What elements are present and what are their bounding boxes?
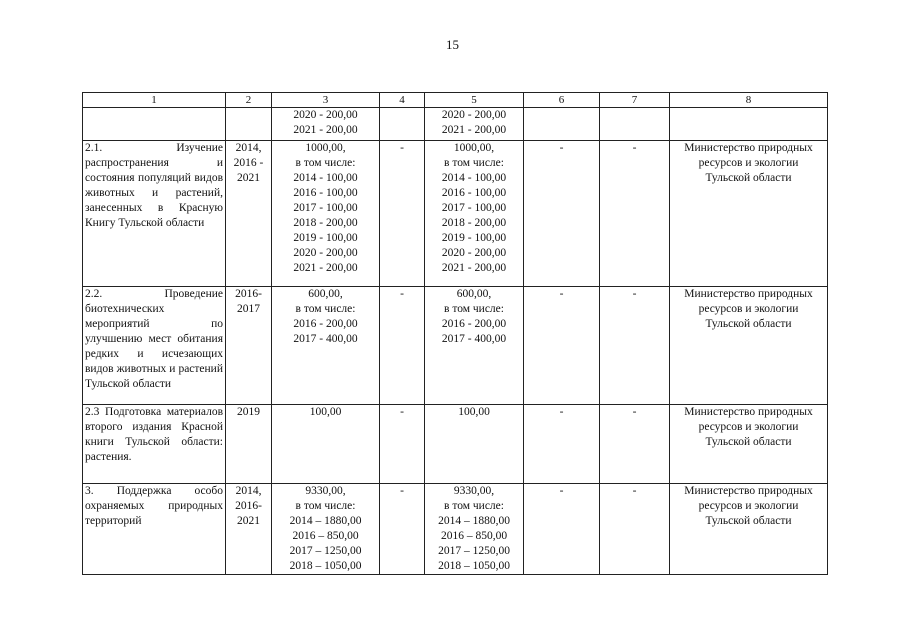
cell-line: Тульской области (705, 172, 792, 184)
cell-line: Министерство природных (684, 142, 813, 154)
cell-line: 2014 – 1880,00 (438, 515, 510, 527)
executor-cell (670, 108, 828, 141)
cell-line: ресурсов и экологии (698, 157, 799, 169)
cell-line: в том числе: (444, 500, 504, 512)
cell-line: 2016 - 100,00 (293, 187, 358, 199)
cell-line: 2014, (235, 142, 262, 154)
cell-line: 2016 - 200,00 (441, 318, 507, 330)
cell-line: 2021 - 200,00 (293, 124, 358, 136)
cell-line: 9330,00, (453, 485, 495, 497)
cell-line: Тульской области (705, 436, 792, 448)
cell-line: 2019 - 100,00 (441, 232, 507, 244)
activity-cell: 2.3 Подготовка материалов второго издания Красной книги Тульской области: растения. (83, 405, 226, 484)
cell-line: в том числе: (295, 303, 356, 315)
column-header: 2 (226, 93, 272, 108)
cell-line: 2014, (235, 485, 262, 497)
cell-line: 600,00, (456, 288, 492, 300)
table-header-row (83, 93, 828, 108)
cell-line: 600,00, (308, 288, 343, 300)
local-funding-cell: - (524, 287, 600, 405)
other-funding-cell: - (600, 287, 670, 405)
table-row (83, 141, 828, 287)
total-funding-cell (272, 141, 380, 287)
program-table (82, 92, 828, 575)
cell-line: 2021 - 200,00 (293, 262, 358, 274)
executor-cell (670, 141, 828, 287)
cell-line: 100,00 (309, 406, 342, 418)
cell-line: Министерство природных (684, 288, 813, 300)
cell-line: ресурсов и экологии (698, 303, 799, 315)
activity-cell: 3. Поддержка особо охраняемых природных территорий (83, 484, 226, 575)
column-header: 1 (83, 93, 226, 108)
cell-line: 1000,00, (453, 142, 495, 154)
cell-line: 100,00 (458, 406, 490, 418)
cell-line: 2016 - 200,00 (293, 318, 358, 330)
period-cell (226, 287, 272, 405)
period-cell (226, 108, 272, 141)
table-row (83, 287, 828, 405)
federal-funding-cell (380, 108, 425, 141)
cell-line: 2016 - (233, 157, 264, 169)
column-header: 5 (425, 93, 524, 108)
period-cell (226, 405, 272, 484)
other-funding-cell: - (600, 405, 670, 484)
period-cell (226, 141, 272, 287)
regional-funding-cell (425, 108, 524, 141)
cell-line: 2017 – 1250,00 (289, 545, 362, 557)
cell-line: 2021 - 200,00 (441, 124, 507, 136)
cell-line: 2018 – 1050,00 (289, 560, 362, 572)
cell-line: 2016- (235, 288, 262, 300)
regional-funding-cell (425, 484, 524, 575)
cell-line: в том числе: (295, 157, 356, 169)
page-number: 15 (446, 37, 459, 52)
period-cell (226, 484, 272, 575)
column-header: 7 (600, 93, 670, 108)
executor-cell (670, 287, 828, 405)
regional-funding-cell (425, 405, 524, 484)
cell-line: 2021 (237, 515, 260, 527)
other-funding-cell (600, 108, 670, 141)
table-row (83, 108, 828, 141)
cell-line: 2020 - 200,00 (441, 109, 507, 121)
cell-line: Министерство природных (684, 485, 813, 497)
cell-line: ресурсов и экологии (698, 500, 799, 512)
column-header: 6 (524, 93, 600, 108)
column-header: 8 (670, 93, 828, 108)
other-funding-cell: - (600, 141, 670, 287)
regional-funding-cell (425, 287, 524, 405)
cell-line: 2019 (237, 406, 260, 418)
cell-line: 2018 - 200,00 (293, 217, 358, 229)
local-funding-cell: - (524, 484, 600, 575)
cell-line: 2020 - 200,00 (293, 109, 358, 121)
column-header: 4 (380, 93, 425, 108)
cell-line: 2017 - 100,00 (293, 202, 358, 214)
total-funding-cell (272, 108, 380, 141)
cell-line: 2018 - 200,00 (441, 217, 507, 229)
cell-line: 2016 – 850,00 (292, 530, 359, 542)
cell-line: 2021 (237, 172, 260, 184)
table-row (83, 405, 828, 484)
cell-line: 2016- (235, 500, 262, 512)
federal-funding-cell: - (380, 287, 425, 405)
cell-line: Министерство природных (684, 406, 813, 418)
local-funding-cell: - (524, 141, 600, 287)
local-funding-cell (524, 108, 600, 141)
executor-cell (670, 484, 828, 575)
executor-cell (670, 405, 828, 484)
table-row (83, 484, 828, 575)
activity-cell: 2.1. Изучение распространения и состояния популяций видов животных и растений, занесенных в Красную Книгу Тульской области (83, 141, 226, 287)
cell-line: 2017 - 100,00 (441, 202, 507, 214)
cell-line: 2020 - 200,00 (293, 247, 358, 259)
total-funding-cell (272, 405, 380, 484)
cell-line: Тульской области (705, 318, 792, 330)
cell-line: 2017 – 1250,00 (438, 545, 510, 557)
total-funding-cell (272, 484, 380, 575)
other-funding-cell: - (600, 484, 670, 575)
cell-line: в том числе: (295, 500, 356, 512)
cell-line: 2019 - 100,00 (293, 232, 358, 244)
cell-line: 9330,00, (305, 485, 346, 497)
cell-line: 2016 – 850,00 (440, 530, 508, 542)
cell-line: Тульской области (705, 515, 792, 527)
cell-line: 2017 - 400,00 (441, 333, 507, 345)
regional-funding-cell (425, 141, 524, 287)
activity-cell: 2.2. Проведение биотехнических мероприятий по улучшению мест обитания редких и исчезающих видов животных и растений Тульской области (83, 287, 226, 405)
cell-line: 2020 - 200,00 (441, 247, 507, 259)
cell-line: 2014 - 100,00 (441, 172, 507, 184)
cell-line: в том числе: (444, 303, 504, 315)
cell-line: 2018 – 1050,00 (438, 560, 510, 572)
cell-line: 1000,00, (305, 142, 346, 154)
cell-line: 2017 (237, 303, 260, 315)
cell-line: 2016 - 100,00 (441, 187, 507, 199)
local-funding-cell: - (524, 405, 600, 484)
federal-funding-cell: - (380, 405, 425, 484)
total-funding-cell (272, 287, 380, 405)
cell-line: ресурсов и экологии (698, 421, 799, 433)
federal-funding-cell: - (380, 484, 425, 575)
cell-line: в том числе: (444, 157, 504, 169)
cell-line: 2014 - 100,00 (293, 172, 358, 184)
cell-line: 2021 - 200,00 (441, 262, 507, 274)
column-header: 3 (272, 93, 380, 108)
cell-line: 2017 - 400,00 (293, 333, 358, 345)
cell-line: 2014 – 1880,00 (289, 515, 362, 527)
federal-funding-cell: - (380, 141, 425, 287)
activity-cell (83, 108, 226, 141)
